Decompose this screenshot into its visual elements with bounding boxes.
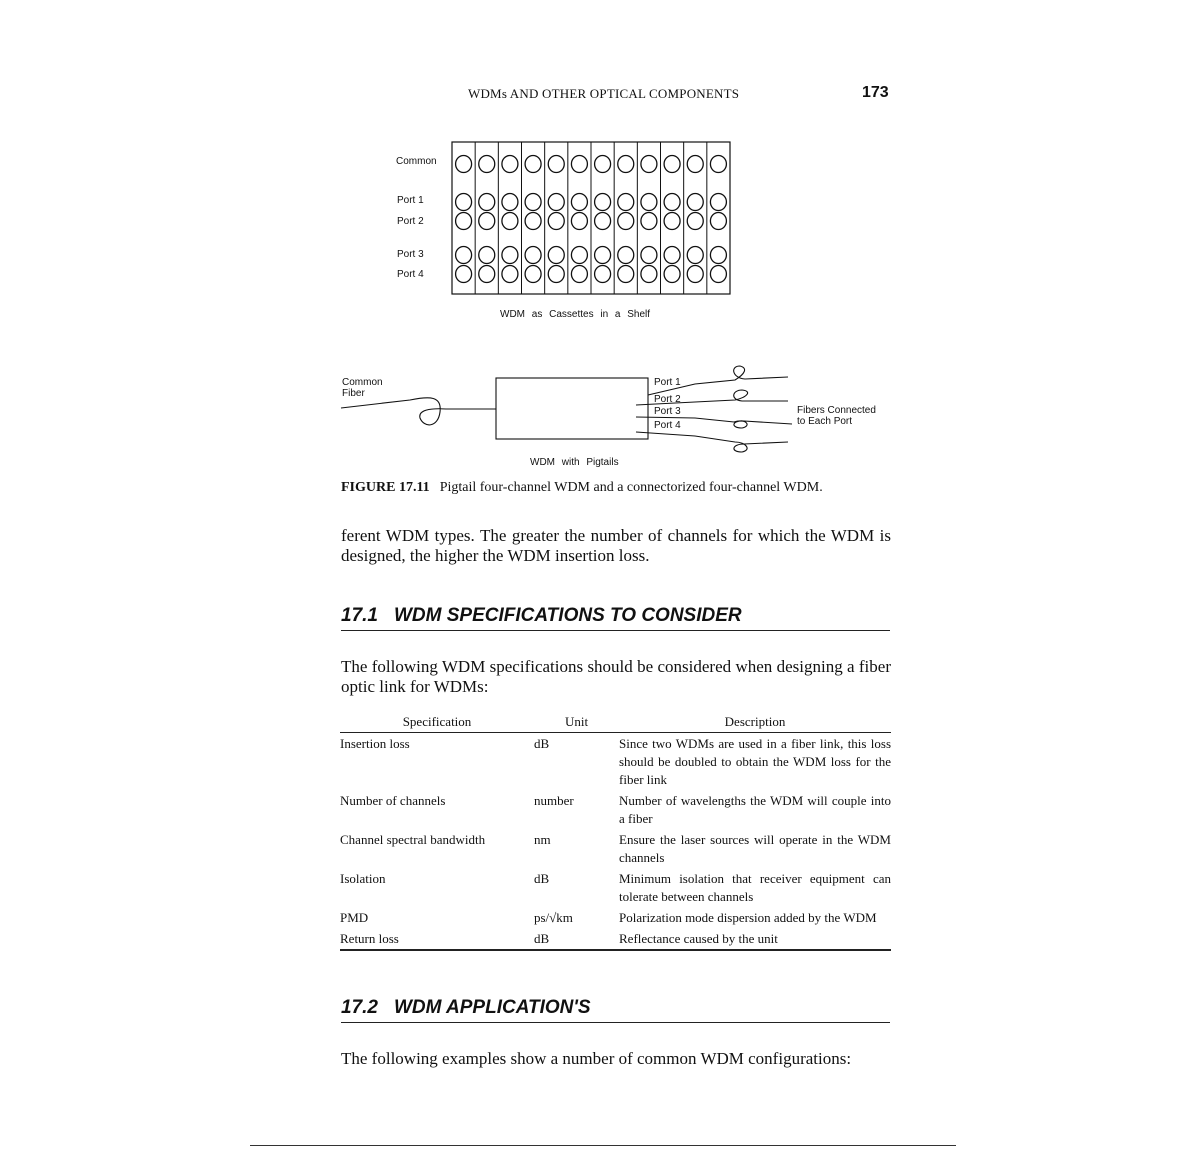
spec-table xyxy=(340,712,891,951)
common-port-circle xyxy=(687,156,703,173)
port-circle xyxy=(479,213,495,230)
port-circle xyxy=(687,266,703,283)
port-circle xyxy=(525,266,541,283)
shelf-row-label-port2: Port 2 xyxy=(397,216,424,227)
port-circle xyxy=(548,266,564,283)
port-circle xyxy=(595,247,611,264)
port-circle xyxy=(641,247,657,264)
paragraph-2: The following WDM specifications should be considered when designing a fiber optic link for WDMs: xyxy=(341,657,891,696)
port-fiber-4 xyxy=(636,432,788,452)
spec-table-header-specification: Specification xyxy=(340,712,534,733)
table-cell-spec: Channel spectral bandwidth xyxy=(340,832,486,847)
port-circle xyxy=(664,247,680,264)
table-cell-unit: dB xyxy=(534,928,619,950)
common-fiber xyxy=(341,398,496,425)
port-circle xyxy=(687,247,703,264)
port-circle xyxy=(548,247,564,264)
table-cell-unit: ps/√km xyxy=(534,910,573,925)
table-cell-desc: Minimum isolation that receiver equipment can tolerate between channels xyxy=(619,871,891,904)
section-title: WDM SPECIFICATIONS TO CONSIDER xyxy=(393,605,742,626)
table-cell-desc: Ensure the laser sources will operate in the WDM channels xyxy=(619,832,891,865)
common-port-circle xyxy=(548,156,564,173)
table-cell-desc: Number of wavelengths the WDM will couple into a fiber xyxy=(619,793,891,826)
pigtail-caption: WDM with Pigtails xyxy=(530,457,619,468)
port-circle xyxy=(641,213,657,230)
page-number: 173 xyxy=(862,84,889,101)
common-port-circle xyxy=(710,156,726,173)
shelf-row-label-port1: Port 1 xyxy=(397,195,424,206)
shelf-row-label-port3: Port 3 xyxy=(397,249,424,260)
figure-caption-text: Pigtail four-channel WDM and a connectorized four-channel WDM. xyxy=(439,480,823,495)
port-circle xyxy=(710,247,726,264)
table-row xyxy=(340,733,891,791)
port-circle xyxy=(456,194,472,211)
spec-table-header-unit: Unit xyxy=(534,712,619,733)
shelf-row-label-common: Common xyxy=(396,156,437,167)
port-circle xyxy=(618,213,634,230)
table-cell-unit: dB xyxy=(534,736,550,751)
shelf-row-label-port4: Port 4 xyxy=(397,269,424,280)
page-bottom-rule xyxy=(250,1145,956,1146)
port-circle xyxy=(618,247,634,264)
port-circle xyxy=(479,247,495,264)
section-heading-17-2 xyxy=(341,997,890,1023)
port-circle xyxy=(571,194,587,211)
common-port-circle xyxy=(502,156,518,173)
common-port-circle xyxy=(641,156,657,173)
common-fiber-label-line2: Fiber xyxy=(342,388,365,399)
port-circle xyxy=(710,194,726,211)
port-circle xyxy=(502,247,518,264)
common-port-circle xyxy=(456,156,472,173)
port-circle xyxy=(456,213,472,230)
port-circle xyxy=(687,194,703,211)
table-cell-spec: Return loss xyxy=(340,928,534,950)
table-row xyxy=(340,829,891,868)
section-number: 17.2 xyxy=(341,997,378,1018)
port-circle xyxy=(548,194,564,211)
common-port-circle xyxy=(479,156,495,173)
port-circle xyxy=(664,194,680,211)
table-cell-unit: dB xyxy=(534,871,550,886)
pigtail-port-label-1: Port 1 xyxy=(654,377,681,388)
section-title: WDM APPLICATION'S xyxy=(393,997,591,1018)
port-circle xyxy=(664,213,680,230)
common-fiber-label-line1: Common xyxy=(342,377,383,388)
port-circle xyxy=(548,213,564,230)
table-row xyxy=(340,868,891,907)
port-circle xyxy=(641,266,657,283)
section-heading-17-1 xyxy=(341,605,890,631)
table-cell-spec: Isolation xyxy=(340,871,386,886)
common-port-circle xyxy=(664,156,680,173)
common-port-circle xyxy=(571,156,587,173)
section-number: 17.1 xyxy=(341,605,378,626)
table-row xyxy=(340,907,891,928)
paragraph-3: The following examples show a number of common WDM configurations: xyxy=(341,1049,852,1068)
common-port-circle xyxy=(618,156,634,173)
figure-caption xyxy=(341,480,823,496)
port-circle xyxy=(525,247,541,264)
pigtail-body xyxy=(496,378,648,439)
port-circle xyxy=(595,266,611,283)
fibers-connected-label-line1: Fibers Connected xyxy=(797,405,876,416)
common-port-circle xyxy=(595,156,611,173)
pigtail-port-label-3: Port 3 xyxy=(654,406,681,417)
port-circle xyxy=(664,266,680,283)
table-cell-spec: Number of channels xyxy=(340,793,446,808)
table-cell-spec: Insertion loss xyxy=(340,736,410,751)
table-cell-unit: number xyxy=(534,793,574,808)
paragraph-1: ferent WDM types. The greater the number of channels for which the WDM is designed, the higher the WDM insertion loss. xyxy=(341,526,891,565)
figure-number: FIGURE 17.11 xyxy=(341,480,430,495)
common-port-circle xyxy=(525,156,541,173)
port-circle xyxy=(502,194,518,211)
table-row xyxy=(340,790,891,829)
pigtail-port-label-4: Port 4 xyxy=(654,420,681,431)
port-circle xyxy=(595,213,611,230)
port-circle xyxy=(641,194,657,211)
spec-table-header-description: Description xyxy=(619,712,891,733)
shelf-caption: WDM as Cassettes in a Shelf xyxy=(500,309,651,320)
port-circle xyxy=(479,266,495,283)
pigtail-port-label-2: Port 2 xyxy=(654,394,681,405)
running-header-title: WDMs AND OTHER OPTICAL COMPONENTS xyxy=(468,86,740,101)
port-circle xyxy=(525,213,541,230)
port-circle xyxy=(595,194,611,211)
port-circle xyxy=(618,266,634,283)
port-circle xyxy=(710,213,726,230)
table-cell-desc: Reflectance caused by the unit xyxy=(619,928,891,950)
table-cell-spec: PMD xyxy=(340,910,369,925)
table-cell-unit: nm xyxy=(534,832,551,847)
port-circle xyxy=(479,194,495,211)
port-circle xyxy=(571,213,587,230)
port-circle xyxy=(456,247,472,264)
port-circle xyxy=(456,266,472,283)
fibers-connected-label-line2: to Each Port xyxy=(797,416,853,427)
table-cell-desc: Polarization mode dispersion added by the WDM xyxy=(619,910,877,925)
port-circle xyxy=(710,266,726,283)
wdm-shelf xyxy=(452,142,730,294)
port-circle xyxy=(571,247,587,264)
port-circle xyxy=(502,213,518,230)
table-cell-desc: Since two WDMs are used in a fiber link, this loss should be doubled to obtain the WDM loss for the fiber link xyxy=(619,736,891,787)
wdm-pigtail xyxy=(341,366,792,452)
port-circle xyxy=(687,213,703,230)
spec-table-header-row xyxy=(340,712,891,733)
port-circle xyxy=(502,266,518,283)
table-row xyxy=(340,928,891,950)
port-circle xyxy=(571,266,587,283)
figure-17-11 xyxy=(0,0,1191,470)
port-circle xyxy=(525,194,541,211)
port-circle xyxy=(618,194,634,211)
